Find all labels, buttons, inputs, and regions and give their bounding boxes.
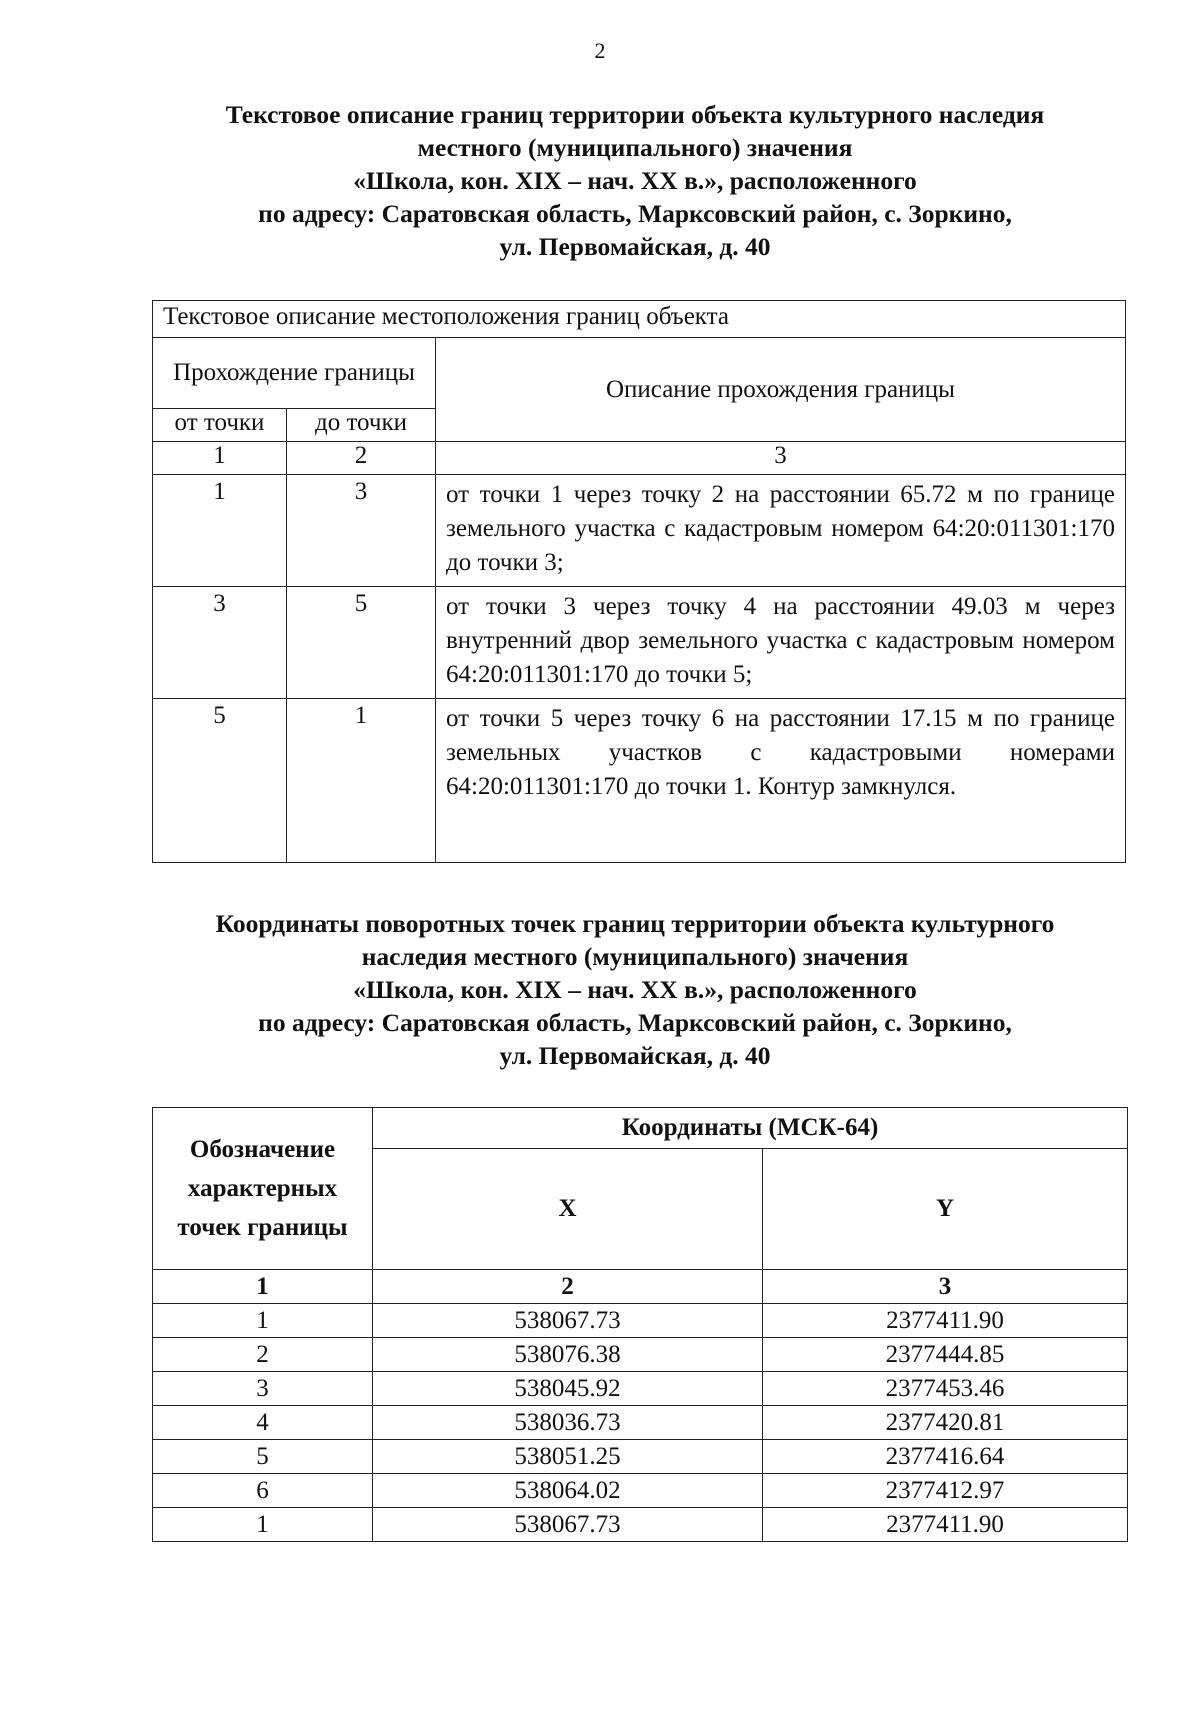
to-cell: 3 bbox=[287, 475, 436, 587]
section1-title bbox=[100, 98, 1170, 263]
point-cell: 5 bbox=[153, 1440, 373, 1474]
col-group-header: Прохождение границы bbox=[153, 338, 436, 409]
section2-title-line: наследия местного (муниципального) значения bbox=[361, 942, 909, 971]
x-cell: 538051.25 bbox=[373, 1440, 763, 1474]
y-cell: 2377411.90 bbox=[763, 1304, 1128, 1338]
section2-title-line: ул. Первомайская, д. 40 bbox=[499, 1041, 771, 1070]
col-y-header: Y bbox=[763, 1149, 1128, 1270]
index-cell: 1 bbox=[153, 1270, 373, 1304]
table-row bbox=[153, 475, 1126, 587]
col-coords-header: Координаты (МСК-64) bbox=[373, 1108, 1128, 1149]
point-cell: 2 bbox=[153, 1338, 373, 1372]
index-cell: 2 bbox=[287, 442, 436, 475]
table-row bbox=[153, 1440, 1128, 1474]
y-cell: 2377412.97 bbox=[763, 1474, 1128, 1508]
table-caption: Текстовое описание местоположения границ объекта bbox=[153, 301, 1126, 338]
col-x-header: X bbox=[373, 1149, 763, 1270]
section1-title-line: «Школа, кон. XIX – нач. XX в.», расположенного bbox=[353, 166, 917, 195]
col-desc-header: Описание прохождения границы bbox=[436, 338, 1126, 442]
table-row bbox=[153, 1406, 1128, 1440]
index-cell: 1 bbox=[153, 442, 287, 475]
to-cell: 5 bbox=[287, 587, 436, 699]
from-cell: 5 bbox=[153, 699, 287, 863]
desc-cell: от точки 5 через точку 6 на расстоянии 17.15 м по границе земельных участков с кадастровыми номерами 64:20:011301:170 до точки 1. Контур замкнулся. bbox=[436, 699, 1126, 863]
table-row bbox=[153, 1508, 1128, 1542]
desc-cell: от точки 3 через точку 4 на расстоянии 49.03 м через внутренний двор земельного участка с кадастровым номером 64:20:011301:170 до точки 5; bbox=[436, 587, 1126, 699]
y-cell: 2377453.46 bbox=[763, 1372, 1128, 1406]
section1-title-line: Текстовое описание границ территории объекта культурного наследия bbox=[225, 100, 1045, 129]
y-cell: 2377420.81 bbox=[763, 1406, 1128, 1440]
page-number: 2 bbox=[594, 38, 606, 63]
x-cell: 538076.38 bbox=[373, 1338, 763, 1372]
section2-title-line: «Школа, кон. XIX – нач. XX в.», расположенного bbox=[353, 975, 917, 1004]
section1-title-line: местного (муниципального) значения bbox=[417, 133, 853, 162]
table-row bbox=[153, 1304, 1128, 1338]
col-point-header: Обозначение характерных точек границы bbox=[153, 1108, 373, 1270]
boundary-description-table bbox=[152, 300, 1126, 863]
table-row bbox=[153, 1474, 1128, 1508]
to-cell: 1 bbox=[287, 699, 436, 863]
section1-title-line: по адресу: Саратовская область, Марксовский район, с. Зоркино, bbox=[258, 199, 1012, 228]
x-cell: 538064.02 bbox=[373, 1474, 763, 1508]
point-cell: 1 bbox=[153, 1508, 373, 1542]
section2-title-line: по адресу: Саратовская область, Марксовский район, с. Зоркино, bbox=[258, 1008, 1012, 1037]
index-cell: 3 bbox=[763, 1270, 1128, 1304]
table-row bbox=[153, 1372, 1128, 1406]
section1-title-line: ул. Первомайская, д. 40 bbox=[499, 232, 771, 261]
desc-cell: от точки 1 через точку 2 на расстоянии 65.72 м по границе земельного участка с кадастровым номером 64:20:011301:170 до точки 3; bbox=[436, 475, 1126, 587]
point-cell: 1 bbox=[153, 1304, 373, 1338]
x-cell: 538036.73 bbox=[373, 1406, 763, 1440]
x-cell: 538067.73 bbox=[373, 1304, 763, 1338]
x-cell: 538045.92 bbox=[373, 1372, 763, 1406]
col-from-header: от точки bbox=[153, 409, 287, 442]
table-row bbox=[153, 699, 1126, 863]
y-cell: 2377416.64 bbox=[763, 1440, 1128, 1474]
section2-title bbox=[100, 907, 1170, 1072]
from-cell: 1 bbox=[153, 475, 287, 587]
point-cell: 6 bbox=[153, 1474, 373, 1508]
x-cell: 538067.73 bbox=[373, 1508, 763, 1542]
coordinates-table bbox=[152, 1107, 1128, 1542]
section2-title-line: Координаты поворотных точек границ территории объекта культурного bbox=[215, 909, 1055, 938]
table-row bbox=[153, 1338, 1128, 1372]
from-cell: 3 bbox=[153, 587, 287, 699]
y-cell: 2377444.85 bbox=[763, 1338, 1128, 1372]
y-cell: 2377411.90 bbox=[763, 1508, 1128, 1542]
point-cell: 3 bbox=[153, 1372, 373, 1406]
table-row bbox=[153, 587, 1126, 699]
point-cell: 4 bbox=[153, 1406, 373, 1440]
col-to-header: до точки bbox=[287, 409, 436, 442]
index-cell: 2 bbox=[373, 1270, 763, 1304]
index-cell: 3 bbox=[436, 442, 1126, 475]
